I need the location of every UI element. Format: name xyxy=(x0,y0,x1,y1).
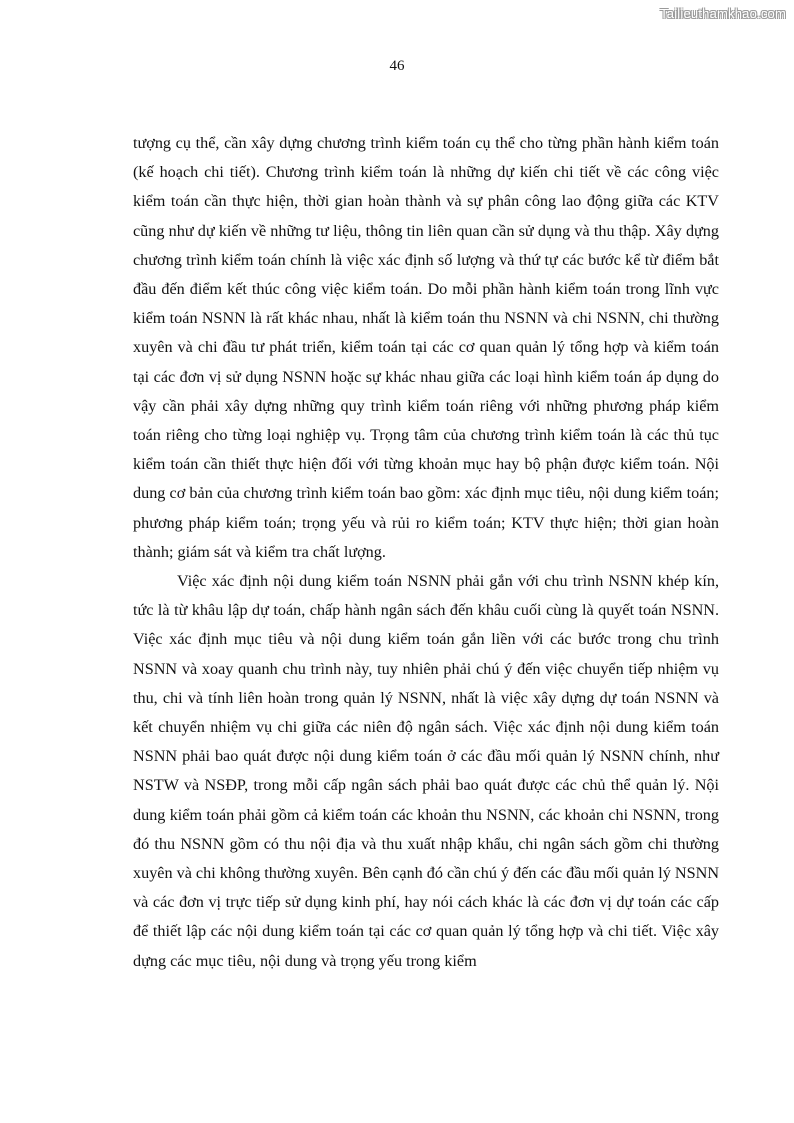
paragraph-2: Việc xác định nội dung kiểm toán NSNN phải gắn với chu trình NSNN khép kín, tức là từ khâu lập dự toán, chấp hành ngân sách đến khâu cuối cùng là quyết toán NSNN. Việc xác định mục tiêu và nội dung kiểm toán gắn liền với các bước trong chu trình NSNN và xoay quanh chu trình này, tuy nhiên phải chú ý đến việc chuyển tiếp nhiệm vụ thu, chi và tính liên hoàn trong quản lý NSNN, nhất là việc xây dựng dự toán NSNN và kết chuyển nhiệm vụ chi giữa các niên độ ngân sách. Việc xác định nội dung kiểm toán NSNN phải bao quát được nội dung kiểm toán ở các đầu mối quản lý NSNN chính, như NSTW và NSĐP, trong mỗi cấp ngân sách phải bao quát được các chủ thể quản lý. Nội dung kiểm toán phải gồm cả kiểm toán các khoản thu NSNN, các khoản chi NSNN, trong đó thu NSNN gồm có thu nội địa và thu xuất nhập khẩu, chi ngân sách gồm chi thường xuyên và chi không thường xuyên. Bên cạnh đó cần chú ý đến các đầu mối quản lý NSNN và các đơn vị trực tiếp sử dụng kinh phí, hay nói cách khác là các đơn vị dự toán các cấp để thiết lập các nội dung kiểm toán tại các cơ quan quản lý tổng hợp và chi tiết. Việc xây dựng các mục tiêu, nội dung và trọng yếu trong kiểm xyxy=(133,572,720,970)
watermark-text: Tailieuthamkhao.com xyxy=(660,6,786,21)
page-number: 46 xyxy=(389,58,405,74)
paragraph-1: tượng cụ thể, cần xây dựng chương trình kiểm toán cụ thể cho từng phần hành kiểm toán (kế hoạch chi tiết). Chương trình kiểm toán là những dự kiến chi tiết về các công việc kiểm toán cần thực hiện, thời gian hoàn thành và sự phân công lao động giữa các KTV cũng như dự kiến về những tư liệu, thông tin liên quan cần sử dụng và thu thập. Xây dựng chương trình kiểm toán chính là việc xác định số lượng và thứ tự các bước kể từ điểm bắt đầu đến điểm kết thúc công việc kiểm toán. Do mỗi phần hành kiểm toán trong lĩnh vực kiểm toán NSNN là rất khác nhau, nhất là kiểm toán thu NSNN và chi NSNN, chi thường xuyên và chi đầu tư phát triển, kiểm toán tại các cơ quan quản lý tổng hợp và kiểm toán tại các đơn vị sử dụng NSNN hoặc sự khác nhau giữa các loại hình kiểm toán áp dụng do vậy cần phải xây dựng những quy trình kiểm toán riêng với những phương pháp kiểm toán riêng cho từng loại nghiệp vụ. Trọng tâm của chương trình kiểm toán là các thủ tục kiểm toán cần thiết thực hiện đối với từng khoản mục hay bộ phận được kiểm toán. Nội dung cơ bản của chương trình kiểm toán bao gồm: xác định mục tiêu, nội dung kiểm toán; phương pháp kiểm toán; trọng yếu và rủi ro kiểm toán; KTV thực hiện; thời gian hoàn thành; giám sát và kiểm tra chất lượng. xyxy=(133,134,719,561)
document-body xyxy=(133,129,719,976)
